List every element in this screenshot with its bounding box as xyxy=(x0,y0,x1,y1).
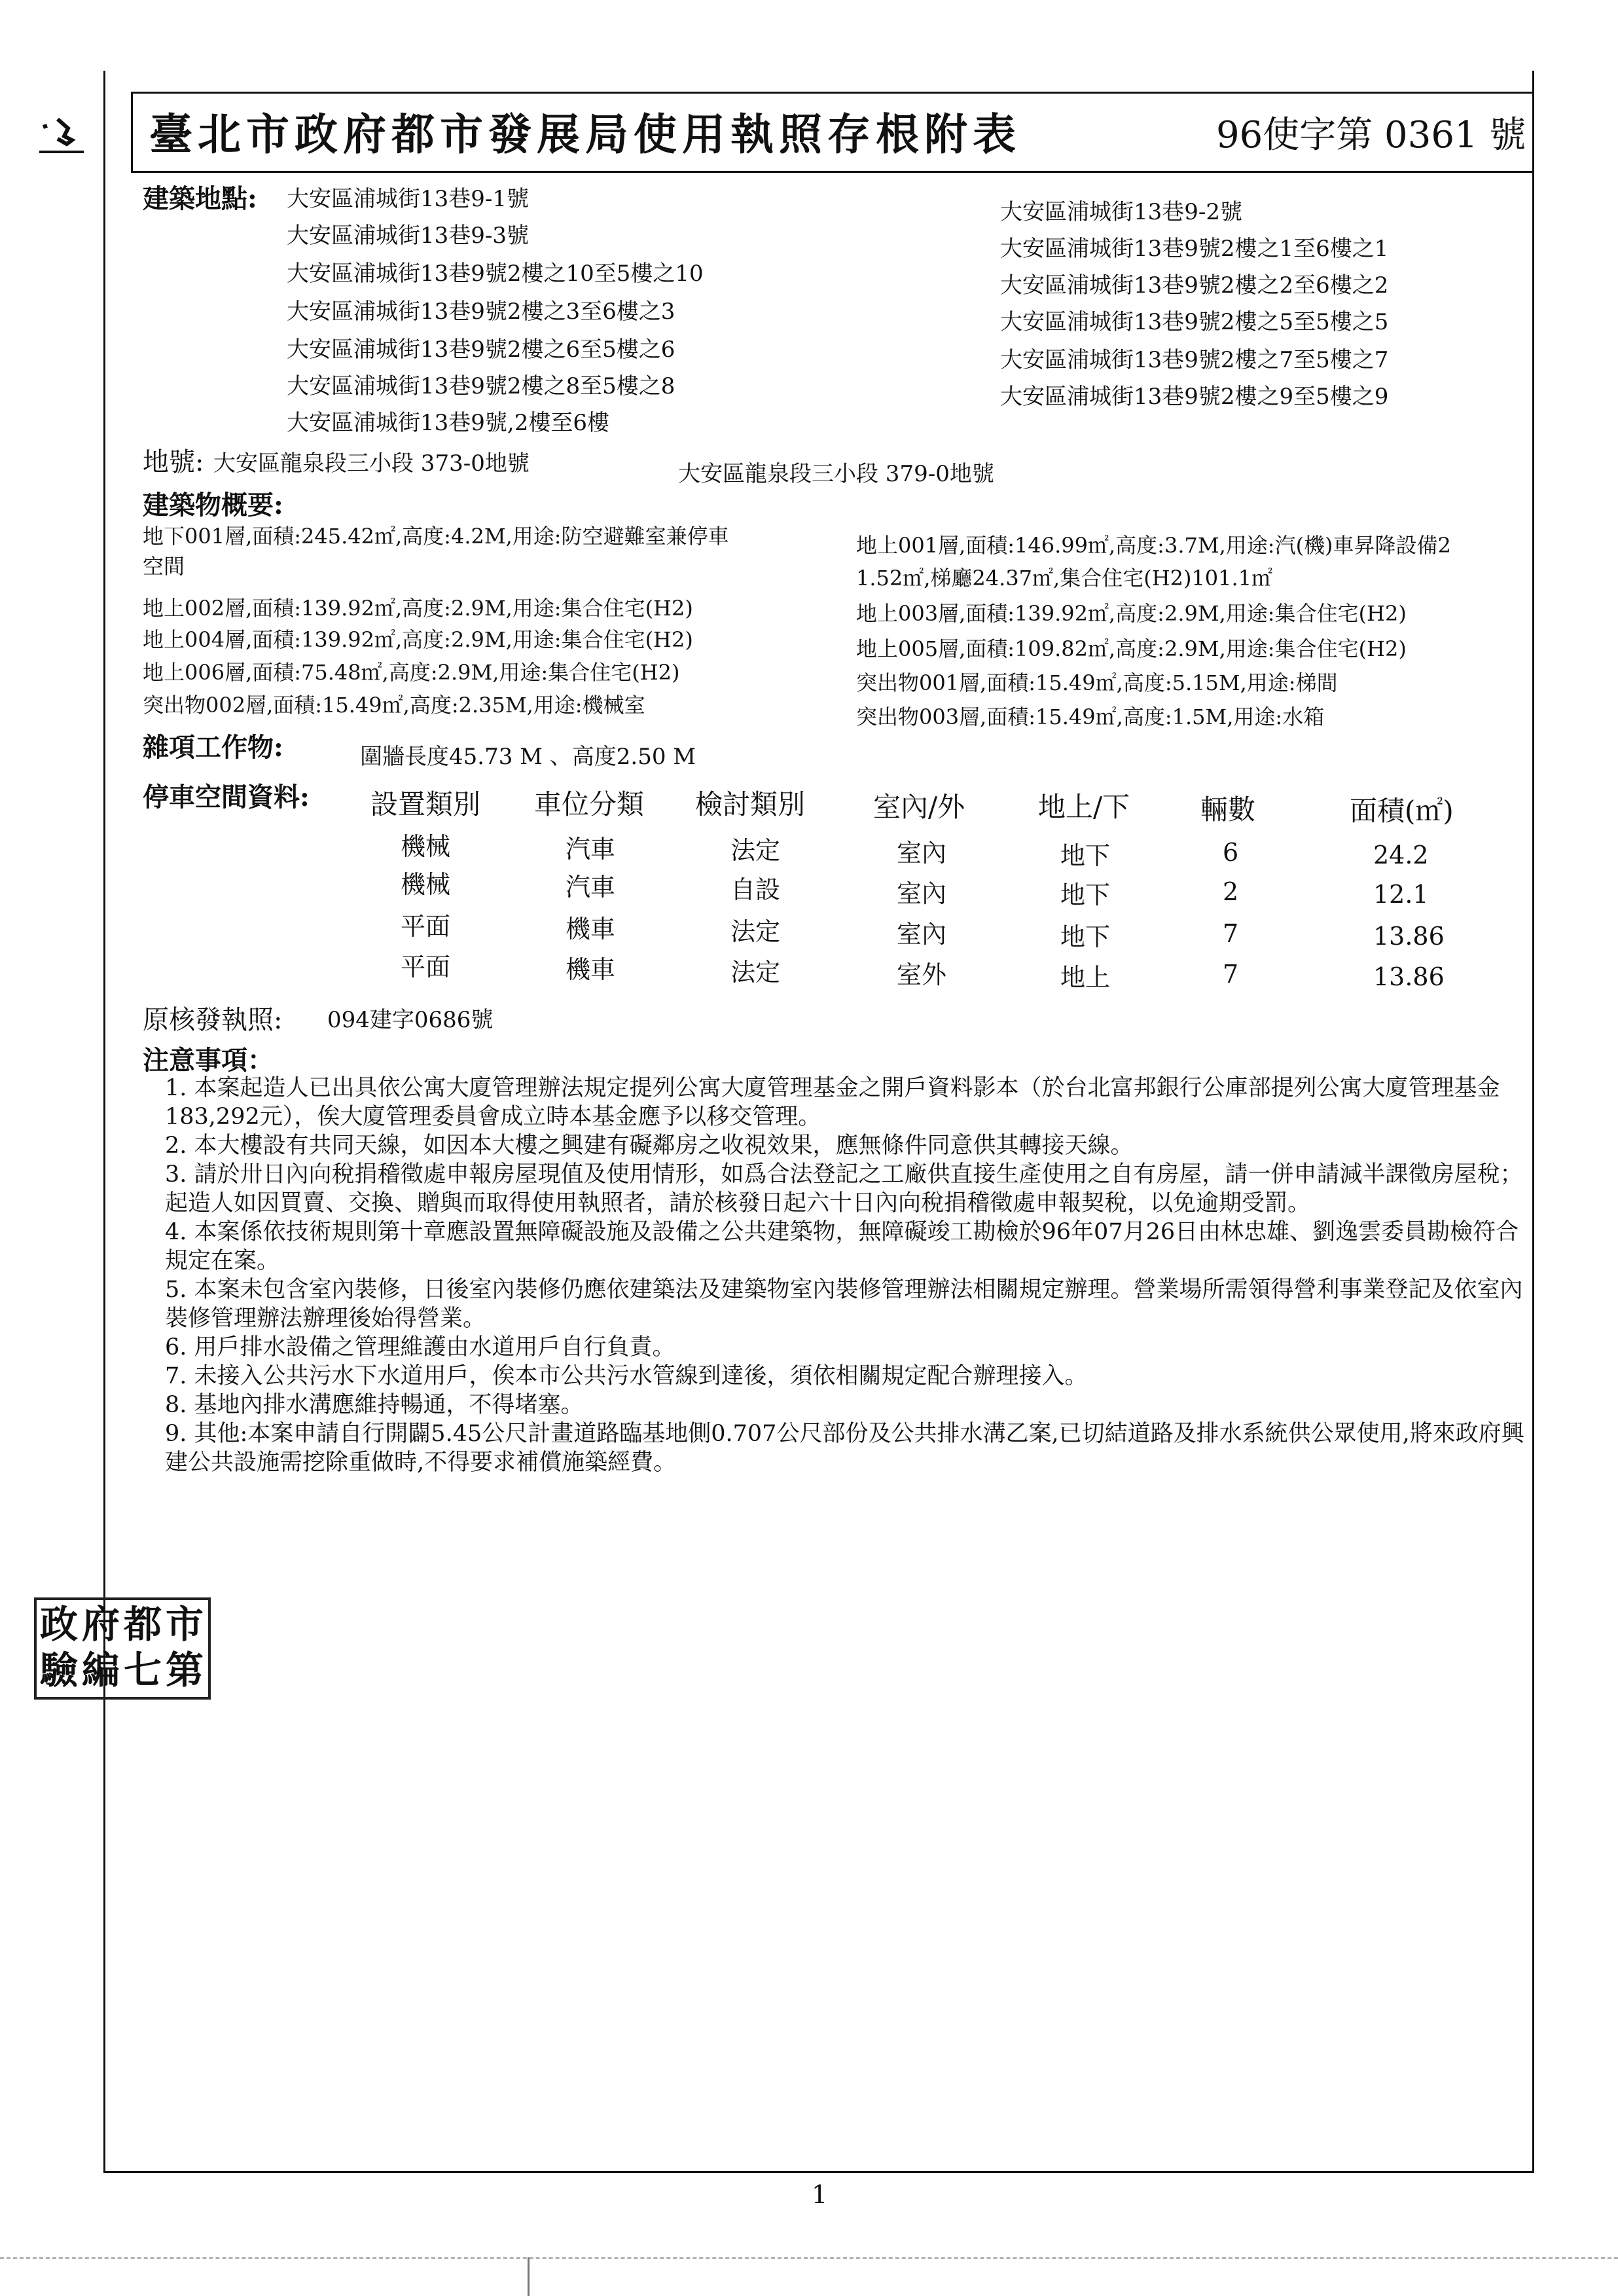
building-right-2: 1.52㎡,梯廳24.37㎡,集合住宅(H2)101.1㎡ xyxy=(856,566,1273,591)
note-item: 8. 基地內排水溝應維持暢通，不得堵塞。 xyxy=(165,1392,584,1418)
parking-cell: 機車 xyxy=(566,915,616,943)
note-item: 5. 本案未包含室內裝修，日後室內裝修仍應依建築法及建築物室內裝修管理辦法相關規定辦理。營業場所需領得營利事業登記及依室內裝修管理辦法辦理後始得營業。 xyxy=(165,1277,1523,1332)
parking-cell: 機械 xyxy=(401,832,451,861)
seal-char: 七 xyxy=(123,1648,162,1692)
note-item: 6. 用戶排水設備之管理維護由水道用戶自行負責。 xyxy=(165,1334,675,1360)
original-permit-label: 原核發執照: xyxy=(143,1005,283,1035)
address-right-1: 大安區浦城街13巷9-2號 xyxy=(1000,199,1243,225)
seal-char: 市 xyxy=(165,1602,204,1647)
parking-cell: 地下 xyxy=(1060,922,1111,951)
building-summary-label: 建築物概要: xyxy=(143,490,283,520)
address-right-2: 大安區浦城街13巷9號2樓之1至6樓之1 xyxy=(1000,236,1389,262)
parking-cell: 平面 xyxy=(401,953,451,981)
scan-edge-tick xyxy=(528,2257,530,2296)
parking-cell: 6 xyxy=(1223,838,1239,867)
building-left-3: 地上002層,面積:139.92㎡,高度:2.9M,用途:集合住宅(H2) xyxy=(143,596,693,621)
building-right-3: 地上003層,面積:139.92㎡,高度:2.9M,用途:集合住宅(H2) xyxy=(856,601,1407,626)
address-left-4: 大安區浦城街13巷9號2樓之3至6樓之3 xyxy=(287,299,675,325)
note-item: 1. 本案起造人已出具依公寓大廈管理辦法規定提列公寓大廈管理基金之開戶資料影本（於台北富邦銀行公庫部提列公寓大廈管理基金183,292元），俟大廈管理委員會成立時本基金應予以移交管理。 xyxy=(165,1075,1500,1130)
parking-cell: 法定 xyxy=(730,836,781,865)
building-right-6: 突出物003層,面積:15.49㎡,高度:1.5M,用途:水箱 xyxy=(856,704,1325,729)
address-right-3: 大安區浦城街13巷9號2樓之2至6樓之2 xyxy=(1000,272,1389,299)
building-right-4: 地上005層,面積:109.82㎡,高度:2.9M,用途:集合住宅(H2) xyxy=(856,636,1407,661)
building-right-5: 突出物001層,面積:15.49㎡,高度:5.15M,用途:梯間 xyxy=(856,670,1338,695)
lot-value-1: 大安區龍泉段三小段 373-0地號 xyxy=(213,450,530,477)
parking-cell: 13.86 xyxy=(1373,962,1445,991)
seal-char: 編 xyxy=(81,1648,120,1692)
building-left-5: 地上006層,面積:75.48㎡,高度:2.9M,用途:集合住宅(H2) xyxy=(143,660,680,685)
building-left-6: 突出物002層,面積:15.49㎡,高度:2.35M,用途:機械室 xyxy=(143,693,645,718)
address-left-7: 大安區浦城街13巷9號,2樓至6樓 xyxy=(287,410,609,436)
parking-header-class: 車位分類 xyxy=(534,788,645,820)
scan-mark-icon xyxy=(38,113,109,158)
original-permit-value: 094建字0686號 xyxy=(327,1007,494,1033)
notes-list xyxy=(165,1074,1526,1477)
note-item: 9. 其他:本案申請自行開闢5.45公尺計畫道路臨基地側0.707公尺部份及公共排水溝乙案,已切結道路及排水系統供公眾使用,將來政府興建公共設施需挖除重做時,不得要求補償施築經費。 xyxy=(165,1421,1524,1476)
parking-cell: 地上 xyxy=(1060,963,1111,992)
parking-cell: 自設 xyxy=(730,875,781,904)
seal-char: 都 xyxy=(123,1602,162,1647)
seal-char: 第 xyxy=(165,1648,204,1692)
page-number: 1 xyxy=(812,2180,828,2209)
seal-char: 驗 xyxy=(39,1648,78,1692)
misc-works-value: 圍牆長度45.73 M 、高度2.50 M xyxy=(360,744,696,770)
document-title: 臺北市政府都市發展局使用執照存根附表 xyxy=(149,109,1021,160)
seal-char: 政 xyxy=(39,1602,78,1647)
note-item: 7. 未接入公共污水下水道用戶，俟本市公共污水管線到達後，須依相關規定配合辦理接入。 xyxy=(165,1363,1088,1389)
building-left-1: 地下001層,面積:245.42㎡,高度:4.2M,用途:防空避難室兼停車 xyxy=(143,524,729,549)
parking-cell: 12.1 xyxy=(1373,880,1429,909)
parking-cell: 24.2 xyxy=(1373,841,1429,869)
parking-cell: 地下 xyxy=(1060,881,1111,909)
official-seal xyxy=(34,1597,211,1700)
note-item: 3. 請於卅日內向稅捐稽徵處申報房屋現值及使用情形，如爲合法登記之工廠供直接生產使用之自有房屋，請一併申請減半課徵房屋稅；起造人如因買賣、交換、贈與而取得使用執照者，請於核發日起六十日內向稅捐稽徵處申報契稅，以免逾期受罰。 xyxy=(165,1161,1523,1216)
building-left-2: 空間 xyxy=(143,554,185,579)
lot-value-2: 大安區龍泉段三小段 379-0地號 xyxy=(678,461,994,487)
parking-header-area: 面積(㎡) xyxy=(1350,795,1454,827)
parking-cell: 7 xyxy=(1223,960,1239,989)
parking-cell: 汽車 xyxy=(566,835,616,864)
address-left-5: 大安區浦城街13巷9號2樓之6至5樓之6 xyxy=(287,337,675,363)
address-left-3: 大安區浦城街13巷9號2樓之10至5樓之10 xyxy=(287,261,704,287)
address-right-4: 大安區浦城街13巷9號2樓之5至5樓之5 xyxy=(1000,309,1389,335)
parking-cell: 機車 xyxy=(566,955,616,984)
address-right-6: 大安區浦城街13巷9號2樓之9至5樓之9 xyxy=(1000,384,1389,410)
misc-works-label: 雜項工作物: xyxy=(143,732,283,763)
address-label: 建築地點: xyxy=(143,183,257,214)
building-left-4: 地上004層,面積:139.92㎡,高度:2.9M,用途:集合住宅(H2) xyxy=(143,627,693,652)
parking-cell: 2 xyxy=(1223,877,1239,906)
parking-cell: 汽車 xyxy=(566,873,616,902)
parking-header-level: 地上/下 xyxy=(1038,791,1130,823)
parking-cell: 室內 xyxy=(897,839,947,867)
parking-cell: 13.86 xyxy=(1373,922,1445,951)
address-left-1: 大安區浦城街13巷9-1號 xyxy=(287,186,530,212)
parking-header-type: 設置類別 xyxy=(370,788,481,820)
parking-cell: 法定 xyxy=(730,958,781,987)
address-right-5: 大安區浦城街13巷9號2樓之7至5樓之7 xyxy=(1000,347,1389,373)
scan-edge-line xyxy=(0,2257,1618,2259)
parking-header-review: 檢討類別 xyxy=(695,788,806,820)
parking-header-inout: 室內/外 xyxy=(873,791,965,823)
parking-cell: 室內 xyxy=(897,920,947,949)
notes-label: 注意事項： xyxy=(143,1045,274,1076)
parking-cell: 機械 xyxy=(401,870,451,899)
parking-cell: 平面 xyxy=(401,912,451,941)
parking-label: 停車空間資料: xyxy=(143,782,310,812)
parking-cell: 地下 xyxy=(1060,841,1111,870)
parking-cell: 7 xyxy=(1223,919,1239,948)
parking-cell: 室內 xyxy=(897,879,947,908)
address-left-6: 大安區浦城街13巷9號2樓之8至5樓之8 xyxy=(287,373,675,399)
note-item: 4. 本案係依技術規則第十章應設置無障礙設施及設備之公共建築物，無障礙竣工勘檢於96年07月26日由林忠雄、劉逸雲委員勘檢符合規定在案。 xyxy=(165,1219,1519,1274)
parking-cell: 室外 xyxy=(897,960,947,989)
parking-cell: 法定 xyxy=(730,917,781,946)
lot-label: 地號: xyxy=(143,447,204,477)
building-right-1: 地上001層,面積:146.99㎡,高度:3.7M,用途:汽(機)車昇降設備2 xyxy=(856,533,1451,558)
permit-number: 96使字第 0361 號 xyxy=(1216,114,1526,156)
seal-char: 府 xyxy=(81,1602,120,1647)
note-item: 2. 本大樓設有共同天線，如因本大樓之興建有礙鄰房之收視效果，應無條件同意供其轉接天線。 xyxy=(165,1133,1134,1159)
address-left-2: 大安區浦城街13巷9-3號 xyxy=(287,223,530,249)
parking-header-count: 輛數 xyxy=(1200,793,1256,826)
